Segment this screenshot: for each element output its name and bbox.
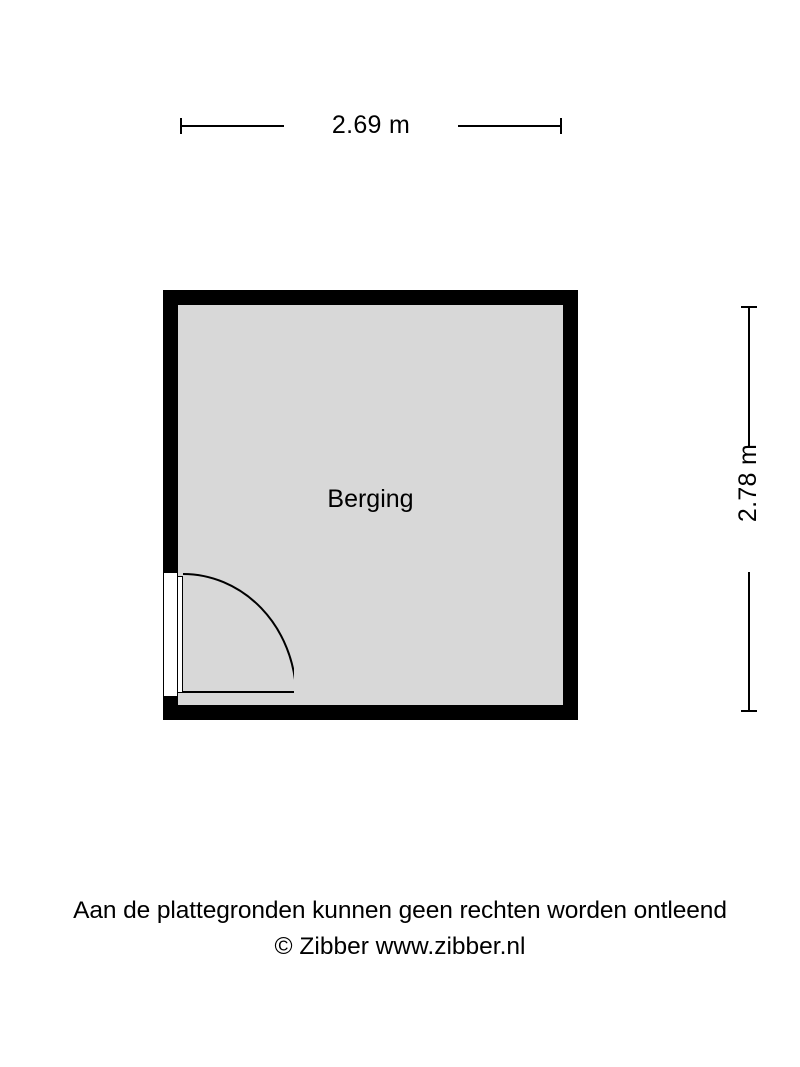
dimension-width <box>180 108 562 148</box>
footer-copyright: © Zibber www.zibber.nl <box>274 933 526 960</box>
dimension-width-cap-right <box>560 118 562 134</box>
dimension-width-line-left <box>180 125 284 127</box>
dimension-height <box>716 306 776 712</box>
footer-disclaimer: Aan de plattegronden kunnen geen rechten worden ontleend <box>73 897 727 924</box>
footer <box>0 893 800 965</box>
dimension-width-label: 2.69 m <box>331 111 411 139</box>
dimension-width-line-right <box>458 125 562 127</box>
dimension-height-label: 2.78 m <box>734 443 762 523</box>
dimension-height-cap-bottom <box>741 710 757 712</box>
door-frame <box>163 572 178 697</box>
door <box>163 572 293 697</box>
room-label: Berging <box>327 485 414 513</box>
dimension-height-line-bottom <box>748 572 750 712</box>
door-swing-icon <box>179 572 294 697</box>
